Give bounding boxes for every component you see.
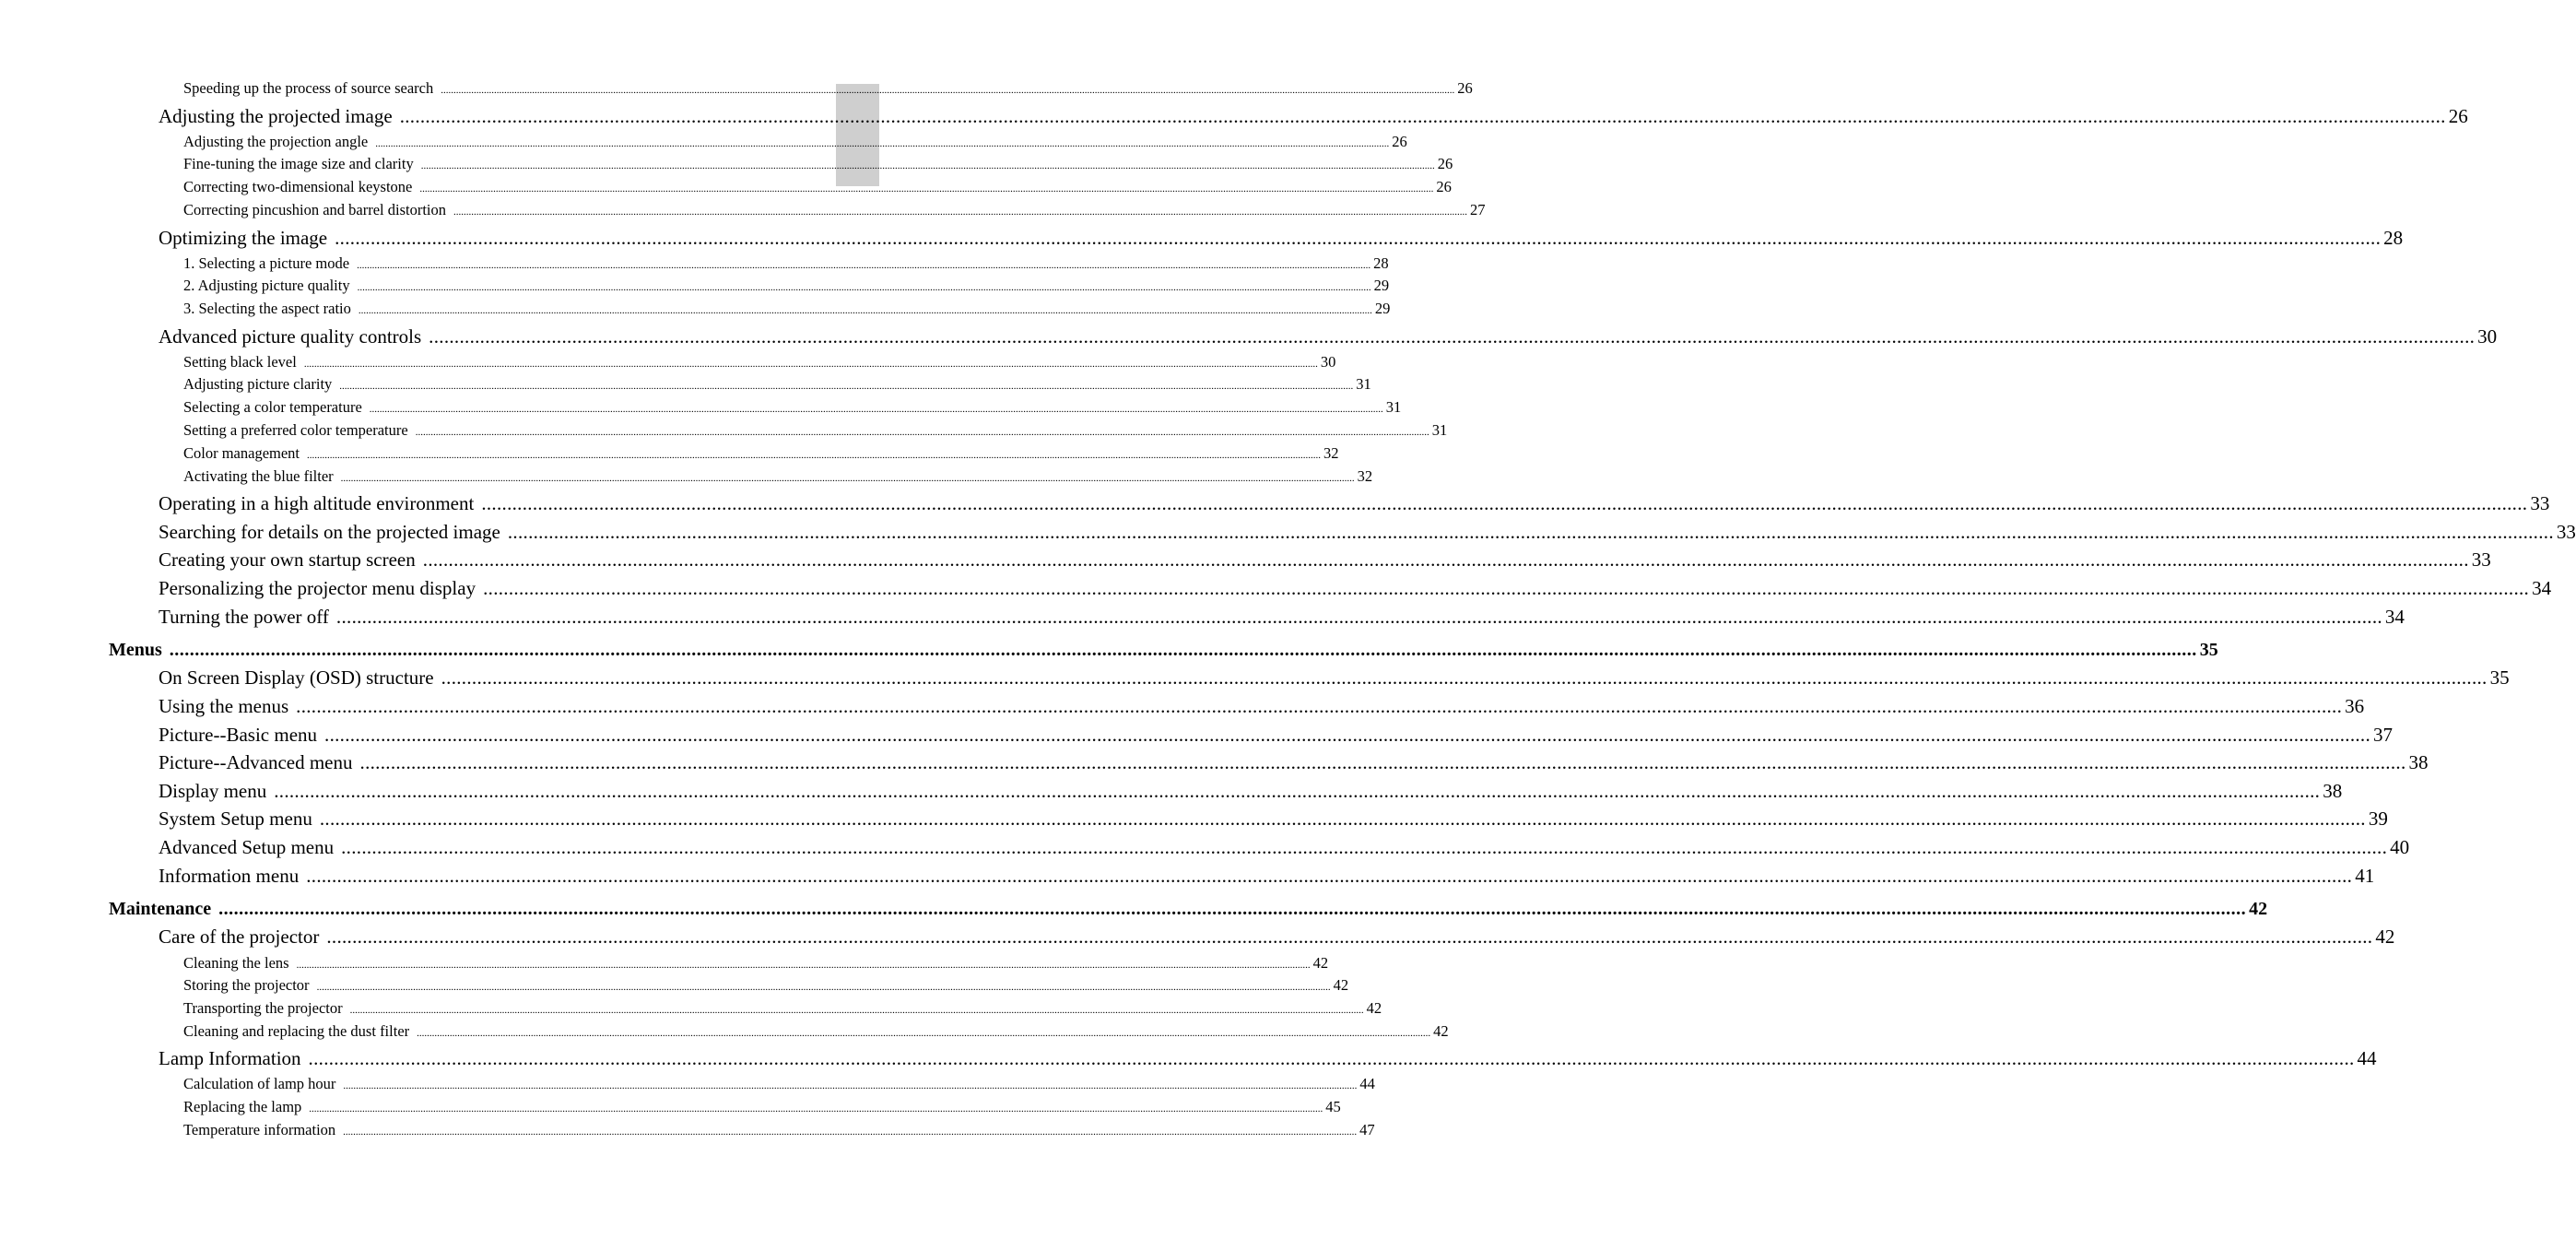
toc-entry-title: Optimizing the image	[159, 227, 328, 249]
dot-leader: ................................................................................................................................................................................................................................................................................................................................................................................................................	[308, 1047, 2355, 1069]
dot-leader: ................................................................................................................................................................................................................................................................................................................................................................................................................	[218, 899, 2247, 919]
toc-entry-title: Information menu	[159, 865, 300, 887]
toc-entry-level2[interactable]	[159, 492, 2550, 516]
dot-leader: ................................................................................................................................................................................................................................................................................................................................................................................................................	[306, 865, 2353, 887]
toc-entry-level3[interactable]	[183, 1075, 1375, 1099]
dot-leader: ................................................................................................................................................................................................................................................................................................................................................................................................................	[296, 695, 2343, 717]
toc-entry-level3[interactable]	[183, 375, 1371, 399]
toc-entry-page: 35	[2199, 640, 2218, 660]
toc-entry-page: 42	[1333, 976, 1349, 994]
toc-entry-page: 45	[1325, 1098, 1341, 1115]
toc-entry-level3[interactable]	[183, 976, 1349, 1000]
toc-entry-title: Adjusting picture clarity	[183, 375, 333, 393]
toc-entry-title: Correcting two-dimensional keystone	[183, 178, 413, 195]
toc-entry-level2[interactable]	[159, 1047, 2377, 1071]
toc-entry-level3[interactable]	[183, 999, 1382, 1023]
toc-entry-title: Correcting pincushion and barrel distortion	[183, 201, 447, 218]
toc-entry-page: 26	[2448, 105, 2468, 127]
toc-entry-title: Transporting the projector	[183, 999, 343, 1017]
toc-entry-page: 29	[1373, 277, 1390, 294]
toc-entry-page: 31	[1431, 421, 1448, 439]
toc-entry-level2[interactable]	[159, 666, 2510, 690]
toc-entry-page: 39	[2368, 808, 2388, 830]
toc-entry-title: Color management	[183, 444, 300, 462]
toc-entry-page: 32	[1357, 467, 1373, 485]
dot-leader: ................................................................................................................................................................................................................................................................................................................................................................................................................	[335, 606, 2382, 628]
toc-entry-level3[interactable]	[183, 421, 1448, 445]
toc-entry-page: 42	[2375, 926, 2395, 948]
toc-entry-level3[interactable]	[183, 300, 1391, 324]
toc-entry-page: 26	[1437, 155, 1453, 172]
toc-entry-level1[interactable]	[109, 640, 2218, 664]
toc-entry-title: Picture--Basic menu	[159, 724, 318, 746]
toc-entry-level2[interactable]	[159, 865, 2375, 889]
toc-entry-page: 42	[1312, 954, 1329, 972]
toc-entry-level3[interactable]	[183, 444, 1339, 468]
toc-entry-page: 32	[1323, 444, 1339, 462]
dot-leader: ................................................................................................................................................................................................................................................................................................................................................................................................................	[441, 85, 1455, 96]
dot-leader: ................................................................................................................................................................................................................................................................................................................................................................................................................	[343, 1126, 1358, 1138]
toc-entry-title: Menus	[109, 640, 162, 660]
toc-entry-level2[interactable]	[159, 227, 2404, 251]
toc-entry-page: 30	[2477, 325, 2498, 348]
dot-leader: ................................................................................................................................................................................................................................................................................................................................................................................................................	[296, 960, 1311, 971]
toc-entry-title: Selecting a color temperature	[183, 398, 362, 416]
toc-entry-title: Maintenance	[109, 899, 212, 919]
toc-entry-title: 3. Selecting the aspect ratio	[183, 300, 351, 317]
toc-entry-title: Creating your own startup screen	[159, 548, 416, 571]
dot-leader: ................................................................................................................................................................................................................................................................................................................................................................................................................	[169, 640, 2197, 660]
toc-entry-level2[interactable]	[159, 751, 2429, 775]
toc-entry-title: Calculation of lamp hour	[183, 1075, 336, 1092]
toc-entry-title: Replacing the lamp	[183, 1098, 302, 1115]
toc-entry-page: 31	[1356, 375, 1371, 393]
dot-leader: ................................................................................................................................................................................................................................................................................................................................................................................................................	[359, 751, 2406, 773]
dot-leader: ................................................................................................................................................................................................................................................................................................................................................................................................................	[369, 404, 1383, 415]
dot-leader: ................................................................................................................................................................................................................................................................................................................................................................................................................	[507, 521, 2554, 543]
toc-entry-page: 31	[1385, 398, 1402, 416]
toc-entry-level3[interactable]	[183, 1121, 1375, 1145]
toc-entry-level2[interactable]	[159, 780, 2343, 804]
toc-entry-page: 40	[2390, 836, 2410, 858]
dot-leader: ................................................................................................................................................................................................................................................................................................................................................................................................................	[274, 780, 2321, 802]
toc-entry-page: 44	[1359, 1075, 1375, 1092]
toc-entry-title: Advanced picture quality controls	[159, 325, 422, 348]
toc-entry-title: Setting black level	[183, 353, 297, 371]
toc-entry-page: 36	[2345, 695, 2365, 717]
toc-entry-page: 41	[2355, 865, 2375, 887]
toc-entry-title: Temperature information	[183, 1121, 336, 1138]
toc-entry-level3[interactable]	[183, 954, 1329, 978]
toc-entry-level3[interactable]	[183, 178, 1452, 202]
toc-entry-page: 35	[2489, 666, 2510, 689]
toc-entry-page: 47	[1359, 1121, 1375, 1138]
toc-entry-title: Setting a preferred color temperature	[183, 421, 408, 439]
dot-leader: ................................................................................................................................................................................................................................................................................................................................................................................................................	[324, 724, 2371, 746]
toc-entry-level3[interactable]	[183, 254, 1389, 278]
toc-entry-title: Personalizing the projector menu display	[159, 577, 476, 599]
dot-leader: ................................................................................................................................................................................................................................................................................................................................................................................................................	[419, 183, 1434, 195]
toc-entry-title: Cleaning and replacing the dust filter	[183, 1022, 410, 1040]
toc-entry-level3[interactable]	[183, 277, 1390, 301]
toc-entry-level3[interactable]	[183, 398, 1402, 422]
toc-entry-title: Advanced Setup menu	[159, 836, 335, 858]
toc-entry-title: Turning the power off	[159, 606, 329, 628]
toc-entry-page: 30	[1320, 353, 1336, 371]
dot-leader: ................................................................................................................................................................................................................................................................................................................................................................................................................	[415, 427, 1429, 438]
dot-leader: ................................................................................................................................................................................................................................................................................................................................................................................................................	[417, 1028, 1431, 1039]
toc-entry-title: Display menu	[159, 780, 267, 802]
toc-entry-title: Adjusting the projected image	[159, 105, 393, 127]
toc-entry-level2[interactable]	[159, 105, 2468, 129]
toc-entry-page: 33	[2471, 548, 2491, 571]
toc-entry-level1[interactable]	[109, 899, 2268, 923]
toc-entry-level2[interactable]	[159, 724, 2394, 748]
toc-entry-title: Lamp Information	[159, 1047, 301, 1069]
toc-entry-level3[interactable]	[183, 201, 1486, 225]
toc-entry-page: 34	[2532, 577, 2552, 599]
dot-leader: ................................................................................................................................................................................................................................................................................................................................................................................................................	[441, 666, 2488, 689]
toc-entry-title: Cleaning the lens	[183, 954, 289, 972]
toc-entry-level3[interactable]	[183, 133, 1407, 157]
toc-entry-level3[interactable]	[183, 1098, 1341, 1122]
toc-entry-level3[interactable]	[183, 155, 1453, 179]
toc-entry-page: 38	[2323, 780, 2343, 802]
toc-entry-level2[interactable]	[159, 808, 2388, 831]
dot-leader: ................................................................................................................................................................................................................................................................................................................................................................................................................	[483, 577, 2530, 599]
dot-leader: ................................................................................................................................................................................................................................................................................................................................................................................................................	[453, 206, 1468, 218]
dot-leader: ................................................................................................................................................................................................................................................................................................................................................................................................................	[358, 305, 1372, 316]
dot-leader: ................................................................................................................................................................................................................................................................................................................................................................................................................	[307, 450, 1322, 461]
toc-entry-level3[interactable]	[183, 467, 1373, 491]
toc-entry-level2[interactable]	[159, 695, 2365, 719]
toc-entry-page: 33	[2530, 492, 2550, 514]
toc-entry-level2[interactable]	[159, 521, 2576, 545]
toc-entry-page: 34	[2384, 606, 2405, 628]
dot-leader: ................................................................................................................................................................................................................................................................................................................................................................................................................	[303, 359, 1318, 370]
toc-entry-page: 29	[1374, 300, 1391, 317]
toc-entry-title: Adjusting the projection angle	[183, 133, 369, 150]
toc-entry-level3[interactable]	[183, 1022, 1449, 1046]
dot-leader: ................................................................................................................................................................................................................................................................................................................................................................................................................	[481, 492, 2528, 514]
toc-entry-title: Fine-tuning the image size and clarity	[183, 155, 414, 172]
toc-entry-title: 1. Selecting a picture mode	[183, 254, 350, 272]
dot-leader: ................................................................................................................................................................................................................................................................................................................................................................................................................	[326, 926, 2373, 948]
toc-entry-page: 26	[1457, 79, 1473, 97]
dot-leader: ................................................................................................................................................................................................................................................................................................................................................................................................................	[339, 381, 1354, 392]
toc-entry-level2[interactable]	[159, 836, 2410, 860]
dot-leader: ................................................................................................................................................................................................................................................................................................................................................................................................................	[341, 836, 2388, 858]
dot-leader: ................................................................................................................................................................................................................................................................................................................................................................................................................	[335, 227, 2382, 249]
toc-entry-level2[interactable]	[159, 577, 2552, 601]
dot-leader: ................................................................................................................................................................................................................................................................................................................................................................................................................	[340, 473, 1355, 484]
toc-entry-page: 42	[1366, 999, 1382, 1017]
toc-entry-title: 2. Adjusting picture quality	[183, 277, 350, 294]
dot-leader: ................................................................................................................................................................................................................................................................................................................................................................................................................	[309, 1103, 1323, 1114]
dot-leader: ................................................................................................................................................................................................................................................................................................................................................................................................................	[375, 138, 1390, 149]
toc-entry-title: Speeding up the process of source search	[183, 79, 434, 97]
toc-entry-title: System Setup menu	[159, 808, 312, 830]
dot-leader: ................................................................................................................................................................................................................................................................................................................................................................................................................	[343, 1080, 1358, 1091]
toc-entry-title: Storing the projector	[183, 976, 310, 994]
toc-entry-page: 26	[1436, 178, 1452, 195]
toc-entry-page: 42	[2249, 899, 2268, 919]
toc-entry-page: 26	[1392, 133, 1407, 150]
dot-leader: ................................................................................................................................................................................................................................................................................................................................................................................................................	[349, 1005, 1364, 1016]
dot-leader: ................................................................................................................................................................................................................................................................................................................................................................................................................	[422, 548, 2469, 571]
dot-leader: ................................................................................................................................................................................................................................................................................................................................................................................................................	[399, 105, 2446, 127]
toc-entry-page: 42	[1433, 1022, 1449, 1040]
toc-entry-title: Care of the projector	[159, 926, 320, 948]
toc-entry-page: 28	[2383, 227, 2404, 249]
dot-leader: ................................................................................................................................................................................................................................................................................................................................................................................................................	[357, 282, 1371, 293]
dot-leader: ................................................................................................................................................................................................................................................................................................................................................................................................................	[429, 325, 2476, 348]
toc-entry-page: 37	[2373, 724, 2394, 746]
toc-entry-page: 44	[2357, 1047, 2377, 1069]
toc-entry-level2[interactable]	[159, 926, 2395, 949]
toc-entry-page: 38	[2408, 751, 2429, 773]
dot-leader: ................................................................................................................................................................................................................................................................................................................................................................................................................	[420, 160, 1435, 171]
dot-leader: ................................................................................................................................................................................................................................................................................................................................................................................................................	[316, 982, 1331, 993]
toc-entry-page: 28	[1373, 254, 1389, 272]
dot-leader: ................................................................................................................................................................................................................................................................................................................................................................................................................	[319, 808, 2366, 830]
dot-leader: ................................................................................................................................................................................................................................................................................................................................................................................................................	[357, 260, 1371, 271]
toc-entry-title: Operating in a high altitude environment	[159, 492, 475, 514]
toc-entry-title: Activating the blue filter	[183, 467, 334, 485]
toc-entry-level3[interactable]	[183, 353, 1336, 377]
toc-entry-level2[interactable]	[159, 548, 2491, 572]
toc-entry-level2[interactable]	[159, 325, 2498, 349]
toc-entry-level3[interactable]	[183, 79, 1473, 103]
toc-entry-page: 33	[2556, 521, 2576, 543]
toc-entry-page: 27	[1470, 201, 1486, 218]
toc-entry-title: Searching for details on the projected image	[159, 521, 500, 543]
toc-entry-title: On Screen Display (OSD) structure	[159, 666, 434, 689]
toc-entry-level2[interactable]	[159, 606, 2405, 630]
toc-entry-title: Using the menus	[159, 695, 289, 717]
toc-entry-title: Picture--Advanced menu	[159, 751, 353, 773]
